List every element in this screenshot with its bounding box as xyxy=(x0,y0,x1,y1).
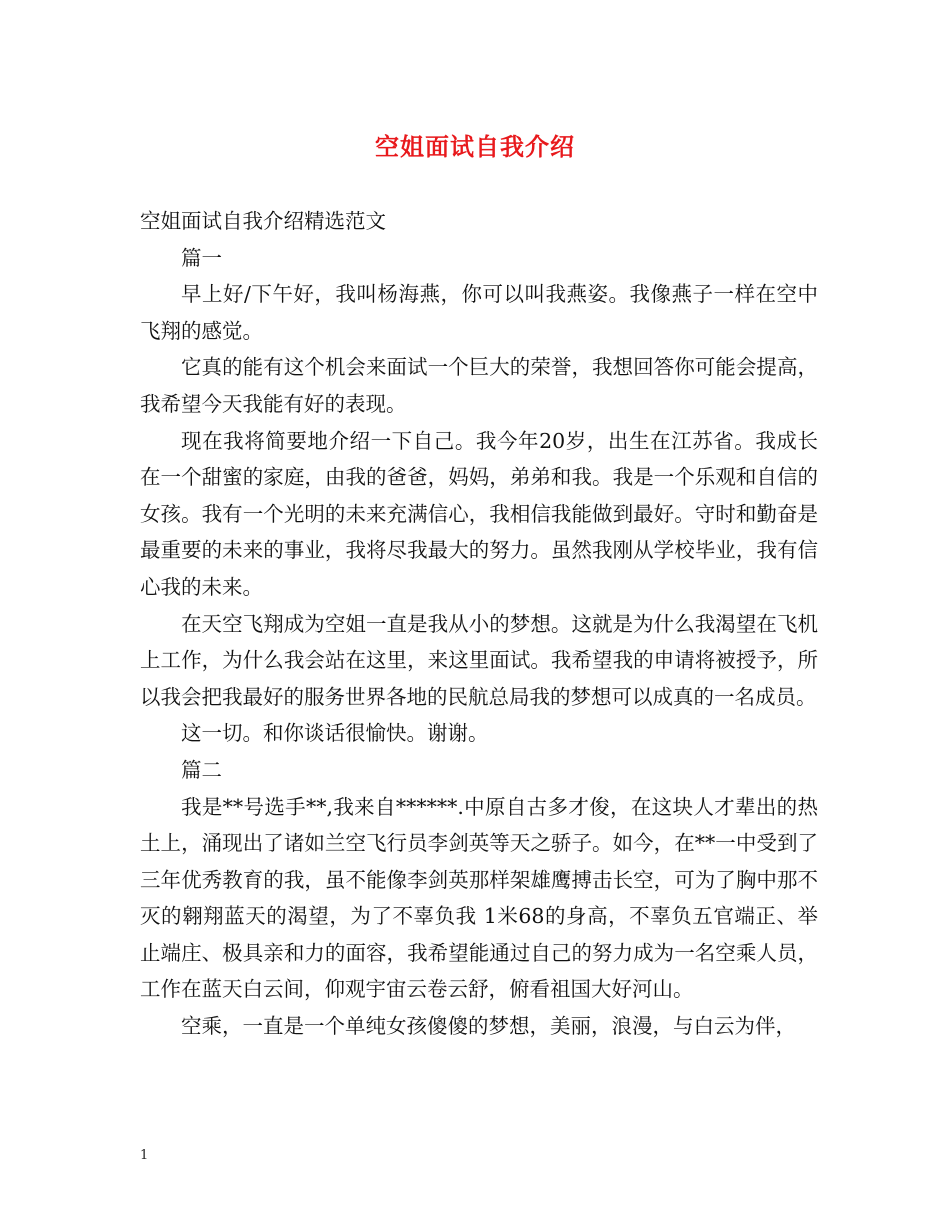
document-subtitle: 空姐面试自我介绍精选范文 xyxy=(140,209,386,233)
page-number: 1 xyxy=(140,1148,149,1163)
section-heading: 篇二 xyxy=(181,757,222,782)
document-title: 空姐面试自我介绍 xyxy=(375,132,575,161)
paragraph: 这一切。和你谈话很愉快。谢谢。 xyxy=(181,721,489,746)
paragraph: 它真的能有这个机会来面试一个巨大的荣誉，我想回答你可能会提高，我希望今天我能有好的表现。 xyxy=(140,355,818,416)
paragraph: 空乘，一直是一个单纯女孩傻傻的梦想，美丽，浪漫，与白云为伴， xyxy=(181,1014,796,1039)
section-heading: 篇一 xyxy=(181,245,222,270)
paragraph: 我是**号选手**,我来自******.中原自古多才俊，在这块人才辈出的热土上，涌现出了诸如兰空飞行员李剑英等天之骄子。如今，在**一中受到了三年优秀教育的我，虽不能像李剑英那样架雄鹰搏击长空，可为了胸中那不灭的翱翔蓝天的渴望，为了不辜负我 1米68的身高，不辜负五官端正、举止端庄、极具亲和力的面容，我希望能通过自己的努力成为一名空乘人员，工作在蓝天白云间，仰观宇宙云卷云舒，俯看祖国大好河山。 xyxy=(140,794,818,1002)
paragraph: 现在我将简要地介绍一下自己。我今年20岁，出生在江苏省。我成长在一个甜蜜的家庭，由我的爸爸，妈妈，弟弟和我。我是一个乐观和自信的女孩。我有一个光明的未来充满信心，我相信我能做到最好。守时和勤奋是最重要的未来的事业，我将尽我最大的努力。虽然我刚从学校毕业，我有信心我的未来。 xyxy=(140,428,818,599)
paragraph: 在天空飞翔成为空姐一直是我从小的梦想。这就是为什么我渴望在飞机上工作，为什么我会站在这里，来这里面试。我希望我的申请将被授予，所以我会把我最好的服务世界各地的民航总局我的梦想可以成真的一名成员。 xyxy=(140,611,818,709)
document-body xyxy=(140,203,818,1045)
paragraph: 早上好/下午好，我叫杨海燕，你可以叫我燕姿。我像燕子一样在空中飞翔的感觉。 xyxy=(140,282,818,343)
